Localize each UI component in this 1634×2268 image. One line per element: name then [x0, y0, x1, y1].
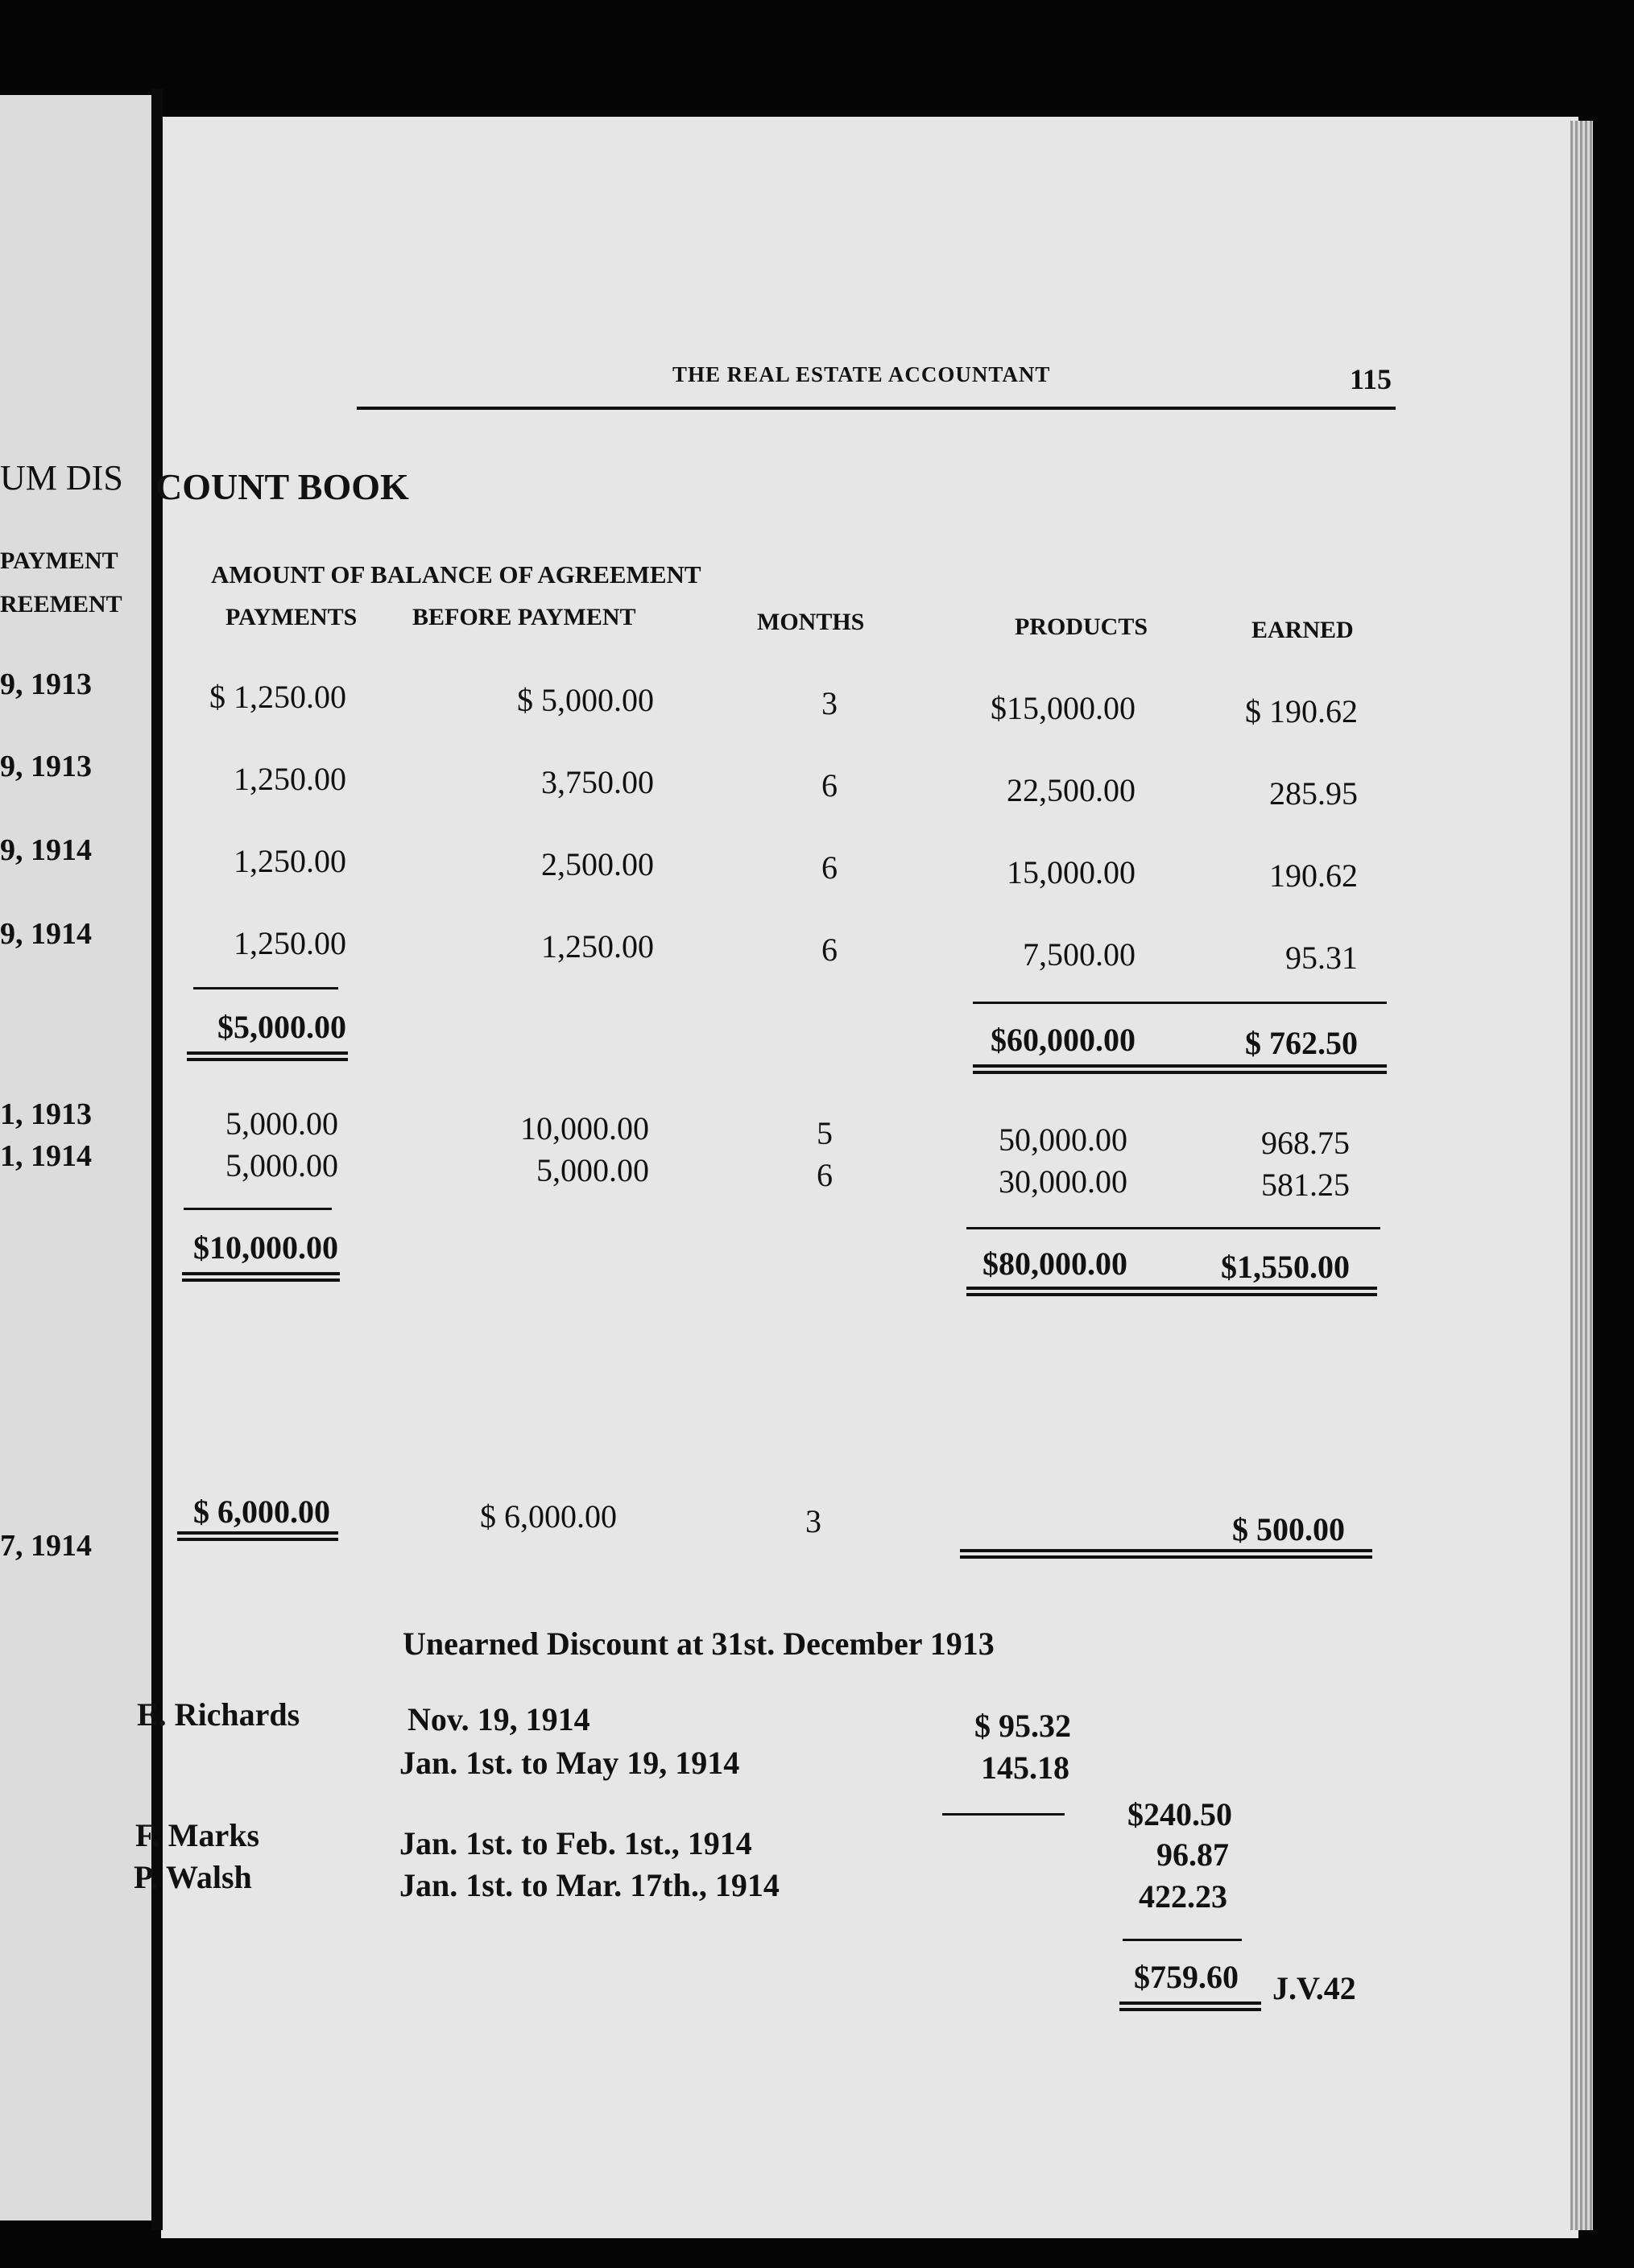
- total-double-rule: [966, 1293, 1377, 1296]
- cell-balance: 5,000.00: [536, 1152, 649, 1188]
- cell-balance: $ 5,000.00: [517, 682, 654, 718]
- total-payments: $10,000.00: [193, 1229, 338, 1266]
- cell-months: 6: [817, 1157, 833, 1193]
- total-double-rule: [187, 1051, 348, 1055]
- left-date: 1, 1914: [0, 1139, 92, 1173]
- subtotal-rule: [966, 1227, 1380, 1229]
- total-double-rule: [960, 1549, 1372, 1552]
- total-double-rule: [1119, 2002, 1261, 2005]
- header-months: MONTHS: [757, 609, 865, 635]
- right-page: [161, 117, 1578, 2238]
- header-payments: PAYMENTS: [225, 604, 358, 630]
- book-title-fragment: COUNT BOOK: [155, 466, 409, 507]
- header-before-payment: BEFORE PAYMENT: [412, 604, 636, 630]
- journal-ref: J.V.42: [1272, 1970, 1356, 2006]
- marks-line: Jan. 1st. to Feb. 1st., 1914: [399, 1825, 752, 1861]
- cell-months: 6: [821, 767, 838, 804]
- richards-amount-2: 145.18: [981, 1750, 1069, 1786]
- header-earned: EARNED: [1251, 617, 1354, 643]
- cell-months: 3: [821, 685, 838, 721]
- cell-months: 5: [817, 1115, 833, 1151]
- left-date: 9, 1914: [0, 833, 92, 867]
- cell-months: 6: [821, 932, 838, 968]
- subtotal-rule: [973, 1002, 1387, 1004]
- walsh-line: Jan. 1st. to Mar. 17th., 1914: [399, 1867, 780, 1903]
- grand-total: $759.60: [1134, 1959, 1239, 1995]
- cell-earned: $ 190.62: [1245, 693, 1358, 729]
- cell-payments: 1,250.00: [234, 925, 346, 961]
- page-number: 115: [1350, 363, 1392, 395]
- cell-payments: $ 6,000.00: [193, 1493, 330, 1530]
- subtotal-rule: [193, 987, 338, 989]
- cell-products: 7,500.00: [1023, 936, 1136, 973]
- cell-products: 15,000.00: [1007, 854, 1136, 890]
- subtotal-rule: [942, 1813, 1065, 1816]
- total-double-rule: [973, 1064, 1387, 1068]
- walsh-amount: 422.23: [1139, 1878, 1227, 1915]
- cell-products: 50,000.00: [999, 1122, 1127, 1158]
- cell-balance: 10,000.00: [520, 1110, 649, 1146]
- unearned-heading: Unearned Discount at 31st. December 1913: [403, 1626, 995, 1662]
- total-double-rule: [177, 1538, 338, 1541]
- page-edges: [1570, 121, 1593, 2230]
- cell-products: 22,500.00: [1007, 772, 1136, 808]
- subtotal-rule: [1123, 1939, 1242, 1941]
- cell-products: $15,000.00: [991, 690, 1136, 726]
- subtotal-rule: [184, 1208, 332, 1210]
- left-date: 9, 1914: [0, 917, 92, 951]
- cell-products: 30,000.00: [999, 1163, 1127, 1200]
- cell-earned: 95.31: [1285, 940, 1358, 976]
- total-double-rule: [966, 1287, 1377, 1290]
- total-products: $60,000.00: [991, 1022, 1136, 1058]
- cell-payments: 5,000.00: [225, 1147, 338, 1184]
- left-date: 9, 1913: [0, 667, 92, 701]
- cell-earned: $ 500.00: [1232, 1511, 1345, 1547]
- cell-balance: $ 6,000.00: [480, 1498, 617, 1535]
- cell-balance: 2,500.00: [541, 846, 654, 882]
- running-title: THE REAL ESTATE ACCOUNTANT: [672, 362, 1051, 386]
- cell-payments: 5,000.00: [225, 1105, 338, 1142]
- cell-payments: 1,250.00: [234, 843, 346, 879]
- left-date: 9, 1913: [0, 750, 92, 783]
- left-col-head-1: PAYMENT: [0, 547, 118, 574]
- cell-payments: $ 1,250.00: [209, 679, 346, 715]
- left-col-head-2: REEMENT: [0, 591, 122, 618]
- total-payments: $5,000.00: [217, 1009, 346, 1045]
- cell-months: 3: [805, 1503, 821, 1539]
- marks-amount: 96.87: [1156, 1836, 1229, 1873]
- total-double-rule: [1119, 2008, 1261, 2011]
- left-title-fragment: UM DIS: [0, 458, 123, 498]
- cell-payments: 1,250.00: [234, 761, 346, 797]
- cell-balance: 3,750.00: [541, 764, 654, 800]
- name-walsh: P. Walsh: [134, 1859, 252, 1895]
- cell-earned: 968.75: [1261, 1125, 1350, 1161]
- total-double-rule: [182, 1279, 340, 1282]
- total-earned: $1,550.00: [1221, 1249, 1350, 1285]
- total-double-rule: [177, 1531, 338, 1535]
- richards-total: $240.50: [1127, 1796, 1232, 1832]
- header-rule: [357, 407, 1396, 410]
- header-group: AMOUNT OF BALANCE OF AGREEMENT: [211, 560, 701, 589]
- total-earned: $ 762.50: [1245, 1025, 1358, 1061]
- cell-earned: 190.62: [1269, 857, 1358, 894]
- cell-months: 6: [821, 849, 838, 886]
- cell-earned: 581.25: [1261, 1167, 1350, 1203]
- richards-amount-1: $ 95.32: [974, 1708, 1071, 1744]
- total-double-rule: [960, 1555, 1372, 1559]
- total-double-rule: [187, 1058, 348, 1061]
- total-double-rule: [182, 1272, 340, 1275]
- total-products: $80,000.00: [982, 1246, 1127, 1282]
- richards-line-2: Jan. 1st. to May 19, 1914: [399, 1745, 740, 1781]
- total-double-rule: [973, 1071, 1387, 1074]
- cell-earned: 285.95: [1269, 775, 1358, 812]
- name-marks: F. Marks: [135, 1817, 260, 1853]
- left-date: 1, 1913: [0, 1097, 92, 1131]
- richards-line-1: Nov. 19, 1914: [407, 1701, 590, 1737]
- left-date: 7, 1914: [0, 1529, 92, 1563]
- name-richards: E. Richards: [137, 1696, 300, 1733]
- header-products: PRODUCTS: [1015, 613, 1148, 640]
- cell-balance: 1,250.00: [541, 928, 654, 965]
